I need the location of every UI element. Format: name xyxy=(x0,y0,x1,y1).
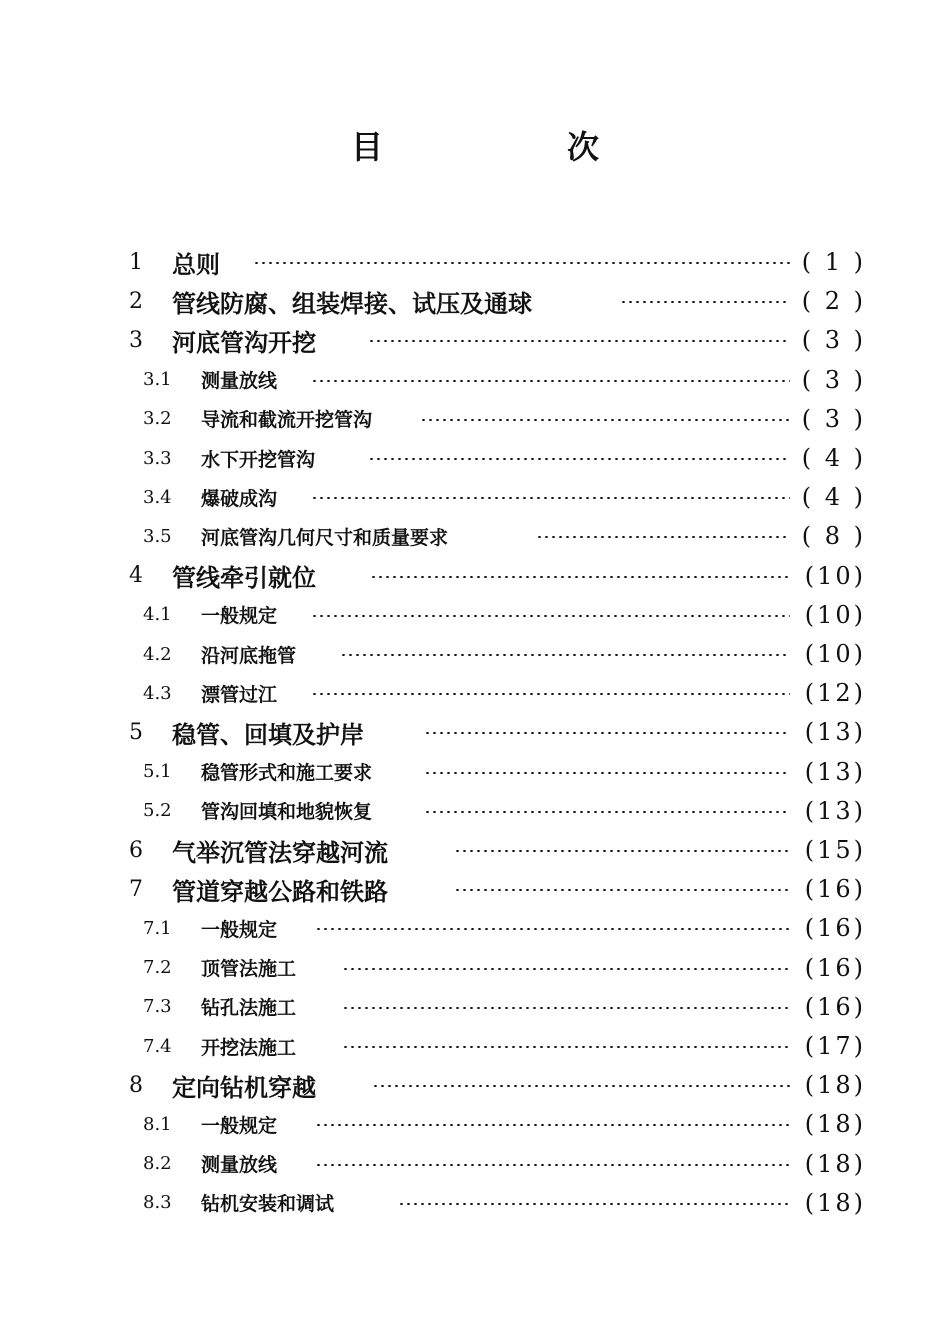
toc-entry xyxy=(0,870,950,908)
toc-entry-title: 河底管沟几何尺寸和质量要求 xyxy=(201,526,449,549)
toc-entry xyxy=(0,1145,950,1183)
toc-entry-page: (15) xyxy=(804,836,866,864)
toc-entry-title: 钻孔法施工 xyxy=(201,997,297,1020)
toc-entry xyxy=(0,1105,950,1143)
toc-leader-dots xyxy=(372,1085,790,1087)
toc-entry-title: 稳管形式和施工要求 xyxy=(201,762,373,785)
toc-entry-title: 漂管过江 xyxy=(201,683,278,706)
toc-entry xyxy=(0,1184,950,1222)
toc-entry-number: 8.1 xyxy=(143,1113,172,1135)
toc-entry xyxy=(0,713,950,751)
page-title: 目 次 xyxy=(350,128,675,166)
toc-entry xyxy=(0,282,950,320)
toc-entry-page: (13) xyxy=(804,796,866,825)
toc-entry-number: 7.1 xyxy=(143,917,172,939)
toc-entry-number: 8.3 xyxy=(143,1192,172,1214)
toc-entry xyxy=(0,517,950,555)
toc-entry xyxy=(0,674,950,712)
toc-entry-title: 管线牵引就位 xyxy=(172,563,316,593)
toc-entry-page: ( 2 ) xyxy=(801,287,866,316)
toc-leader-dots xyxy=(340,654,790,656)
toc-entry-number: 6 xyxy=(129,837,143,863)
toc-entry-page: ( 3 ) xyxy=(801,326,866,355)
toc-entry-title: 管线防腐、组装焊接、试压及通球 xyxy=(172,288,532,318)
toc-entry xyxy=(0,1027,950,1065)
toc-entry-page: ( 4 ) xyxy=(801,483,866,512)
toc-entry-title: 管沟回填和地貌恢复 xyxy=(201,801,373,824)
toc-entry-number: 4.2 xyxy=(143,643,172,665)
toc-entry-page: (17) xyxy=(804,1032,866,1060)
toc-leader-dots xyxy=(398,1203,790,1205)
toc-leader-dots xyxy=(315,1164,790,1166)
toc-entry-page: (18) xyxy=(804,1149,866,1178)
toc-entry-number: 3.2 xyxy=(143,408,172,430)
toc-leader-dots xyxy=(342,968,790,970)
toc-entry-number: 8.2 xyxy=(143,1153,172,1175)
toc-entry-title: 测量放线 xyxy=(201,370,278,393)
toc-entry xyxy=(0,753,950,791)
toc-entry-title: 一般规定 xyxy=(201,1114,278,1137)
toc-entry-number: 7.2 xyxy=(143,957,172,979)
toc-leader-dots xyxy=(311,380,790,382)
toc-entry xyxy=(0,596,950,634)
toc-leader-dots xyxy=(424,732,790,734)
toc-entry xyxy=(0,949,950,987)
toc-entry-page: (13) xyxy=(804,718,866,747)
toc-entry-page: (13) xyxy=(804,757,866,786)
toc-entry xyxy=(0,557,950,595)
toc-entry-number: 7 xyxy=(129,876,143,902)
toc-leader-dots xyxy=(311,615,790,617)
toc-leader-dots xyxy=(370,576,790,578)
toc-entry-number: 3 xyxy=(129,327,143,353)
toc-leader-dots xyxy=(315,928,790,930)
toc-leader-dots xyxy=(620,301,790,303)
toc-entry-number: 4.3 xyxy=(143,682,172,704)
toc-entry xyxy=(0,1066,950,1104)
toc-entry-page: (16) xyxy=(804,953,866,982)
toc-entry-page: ( 1 ) xyxy=(801,248,866,276)
toc-entry-page: (10) xyxy=(804,640,866,668)
toc-entry-title: 开挖法施工 xyxy=(201,1036,297,1059)
toc-entry-page: ( 3 ) xyxy=(801,365,866,394)
toc-entry-title: 爆破成沟 xyxy=(201,487,278,510)
toc-entry-title: 测量放线 xyxy=(201,1154,278,1177)
toc-leader-dots xyxy=(420,419,790,421)
toc-entry xyxy=(0,321,950,359)
toc-entry xyxy=(0,988,950,1026)
toc-leader-dots xyxy=(424,811,790,813)
toc-entry-number: 8 xyxy=(129,1072,143,1098)
toc-entry-page: (18) xyxy=(804,1188,866,1217)
toc-entry-page: (16) xyxy=(804,914,866,943)
toc-entry-page: (18) xyxy=(804,1110,866,1139)
toc-entry-number: 2 xyxy=(129,288,143,314)
toc-entry-number: 3.3 xyxy=(143,447,172,469)
toc-entry-page: ( 3 ) xyxy=(801,404,866,433)
toc-entry-number: 7.4 xyxy=(143,1035,172,1057)
toc-entry xyxy=(0,361,950,399)
toc-entry-number: 5.2 xyxy=(143,800,172,822)
toc-leader-dots xyxy=(536,536,790,538)
toc-entry xyxy=(0,792,950,830)
toc-entry-title: 一般规定 xyxy=(201,605,278,628)
toc-entry-number: 3.5 xyxy=(143,525,172,547)
toc-entry xyxy=(0,478,950,516)
toc-leader-dots xyxy=(311,497,790,499)
toc-entry-number: 4 xyxy=(129,563,143,589)
toc-entry-title: 总则 xyxy=(172,249,220,279)
toc-entry xyxy=(0,831,950,869)
toc-entry-page: (16) xyxy=(804,875,866,904)
toc-entry-number: 3.4 xyxy=(143,486,172,508)
toc-entry-number: 4.1 xyxy=(143,604,172,626)
toc-leader-dots xyxy=(311,693,790,695)
toc-leader-dots xyxy=(424,772,790,774)
toc-entry-title: 定向钻机穿越 xyxy=(172,1072,316,1102)
toc-entry-title: 沿河底拖管 xyxy=(201,644,297,667)
toc-entry xyxy=(0,635,950,673)
toc-entry-page: (18) xyxy=(804,1071,866,1100)
toc-leader-dots xyxy=(253,262,790,264)
toc-leader-dots xyxy=(368,458,790,460)
toc-entry-title: 导流和截流开挖管沟 xyxy=(201,409,373,432)
toc-entry-page: (16) xyxy=(804,992,866,1021)
toc-entry-page: (10) xyxy=(804,561,866,590)
toc-entry-number: 1 xyxy=(129,249,143,275)
toc-entry-title: 水下开挖管沟 xyxy=(201,448,316,471)
toc-entry-title: 钻机安装和调试 xyxy=(201,1193,335,1216)
toc-entry xyxy=(0,909,950,947)
toc-entry-title: 稳管、回填及护岸 xyxy=(172,719,364,749)
toc-leader-dots xyxy=(368,340,790,342)
toc-entry-title: 一般规定 xyxy=(201,918,278,941)
toc-entry-title: 气举沉管法穿越河流 xyxy=(172,837,388,867)
toc-entry-title: 管道穿越公路和铁路 xyxy=(172,876,388,906)
toc-entry xyxy=(0,439,950,477)
toc-entry-number: 3.1 xyxy=(143,369,172,391)
toc-leader-dots xyxy=(342,1007,790,1009)
toc-entry-number: 5 xyxy=(129,719,143,745)
toc-entry-title: 河底管沟开挖 xyxy=(172,327,316,357)
toc-leader-dots xyxy=(454,889,790,891)
toc-leader-dots xyxy=(315,1124,790,1126)
toc-entry-number: 7.3 xyxy=(143,996,172,1018)
toc-leader-dots xyxy=(342,1046,790,1048)
toc-entry-page: (10) xyxy=(804,600,866,629)
toc-leader-dots xyxy=(454,850,790,852)
toc-entry xyxy=(0,243,950,281)
toc-entry-page: (12) xyxy=(804,679,866,708)
toc-entry-number: 5.1 xyxy=(143,761,172,783)
toc-entry-title: 顶管法施工 xyxy=(201,958,297,981)
toc-entry-page: ( 8 ) xyxy=(801,522,866,551)
toc-entry xyxy=(0,400,950,438)
toc-entry-page: ( 4 ) xyxy=(801,444,866,472)
